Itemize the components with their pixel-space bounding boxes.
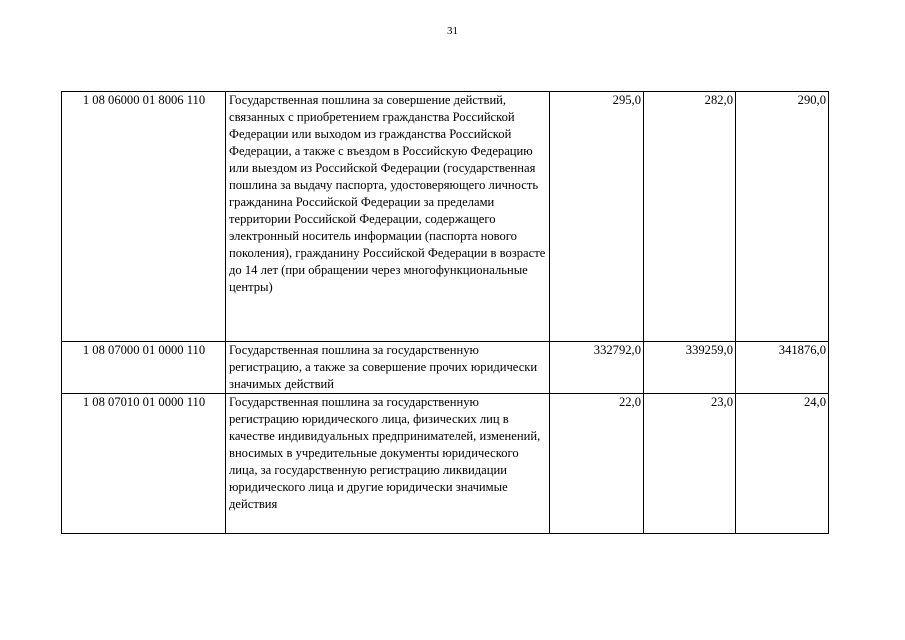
value-cell-year-3: 24,0 bbox=[736, 394, 829, 534]
value-cell-year-3: 341876,0 bbox=[736, 342, 829, 394]
budget-revenue-table bbox=[61, 91, 829, 534]
value-cell-year-2: 23,0 bbox=[644, 394, 736, 534]
value-cell-year-1: 332792,0 bbox=[550, 342, 644, 394]
revenue-code-cell: 1 08 07010 01 0000 110 bbox=[62, 394, 226, 534]
revenue-description-cell: Государственная пошлина за государственную регистрацию, а также за совершение прочих юридически значимых действий bbox=[226, 342, 550, 394]
value-cell-year-2: 339259,0 bbox=[644, 342, 736, 394]
revenue-description-cell: Государственная пошлина за государственную регистрацию юридического лица, физических лиц в качестве индивидуальных предпринимателей, изменений, вносимых в учредительные документы юридического лица, за государственную регистрацию ликвидации юридического лица и другие юридически значимые действия bbox=[226, 394, 550, 534]
value-cell-year-2: 282,0 bbox=[644, 92, 736, 342]
table-row bbox=[62, 394, 829, 534]
table-row bbox=[62, 92, 829, 342]
revenue-description-cell: Государственная пошлина за совершение действий, связанных с приобретением гражданства Российской Федерации или выходом из гражданства Российской Федерации, а также с въездом в Российскую Федерацию или выездом из Российской Федерации (государственная пошлина за выдачу паспорта, удостоверяющего личность гражданина Российской Федерации за пределами территории Российской Федерации, содержащего электронный носитель информации (паспорта нового поколения), гражданину Российской Федерации в возрасте до 14 лет (при обращении через многофункциональные центры) bbox=[226, 92, 550, 342]
value-cell-year-1: 22,0 bbox=[550, 394, 644, 534]
revenue-code-cell: 1 08 06000 01 8006 110 bbox=[62, 92, 226, 342]
revenue-code-cell: 1 08 07000 01 0000 110 bbox=[62, 342, 226, 394]
value-cell-year-3: 290,0 bbox=[736, 92, 829, 342]
table-row bbox=[62, 342, 829, 394]
value-cell-year-1: 295,0 bbox=[550, 92, 644, 342]
page-number: 31 bbox=[447, 25, 458, 37]
